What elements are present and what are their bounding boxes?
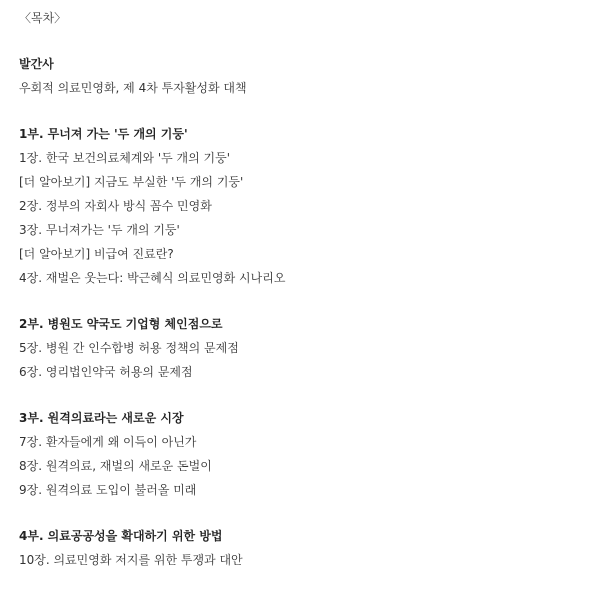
section-part-1 — [19, 122, 590, 290]
section-title: 3부. 원격의료라는 새로운 시장 — [19, 411, 184, 425]
toc-entry: 1장. 한국 보건의료체계와 '두 개의 기둥' — [19, 151, 231, 165]
toc-heading: 〈목차〉 — [19, 11, 67, 25]
table-of-contents — [19, 6, 590, 572]
section-title: 4부. 의료공공성을 확대하기 위한 방법 — [19, 529, 223, 543]
section-title: 2부. 병원도 약국도 기업형 체인점으로 — [19, 317, 223, 331]
section-title: 1부. 무너져 가는 '두 개의 기둥' — [19, 127, 188, 141]
section-part-3 — [19, 406, 590, 502]
section-part-4 — [19, 524, 590, 572]
toc-entry: 우회적 의료민영화, 제 4차 투자활성화 대책 — [19, 81, 247, 95]
toc-entry: [더 알아보기] 비급여 진료란? — [19, 247, 174, 261]
toc-entry: 9장. 원격의료 도입이 불러올 미래 — [19, 483, 197, 497]
toc-entry: 5장. 병원 간 인수합병 허용 정책의 문제점 — [19, 341, 239, 355]
toc-entry: 3장. 무너져가는 '두 개의 기둥' — [19, 223, 180, 237]
toc-entry: 7장. 환자들에게 왜 이득이 아닌가 — [19, 435, 197, 449]
section-title: 발간사 — [19, 57, 54, 71]
section-preface — [19, 52, 590, 100]
toc-entry: 4장. 재벌은 웃는다: 박근혜식 의료민영화 시나리오 — [19, 271, 286, 285]
toc-entry: 10장. 의료민영화 저지를 위한 투쟁과 대안 — [19, 553, 243, 567]
section-part-2 — [19, 312, 590, 384]
toc-entry: 8장. 원격의료, 재벌의 새로운 돈벌이 — [19, 459, 212, 473]
toc-entry: 6장. 영리법인약국 허용의 문제점 — [19, 365, 193, 379]
toc-entry: [더 알아보기] 지금도 부실한 '두 개의 기둥' — [19, 175, 244, 189]
toc-entry: 2장. 정부의 자회사 방식 꼼수 민영화 — [19, 199, 212, 213]
